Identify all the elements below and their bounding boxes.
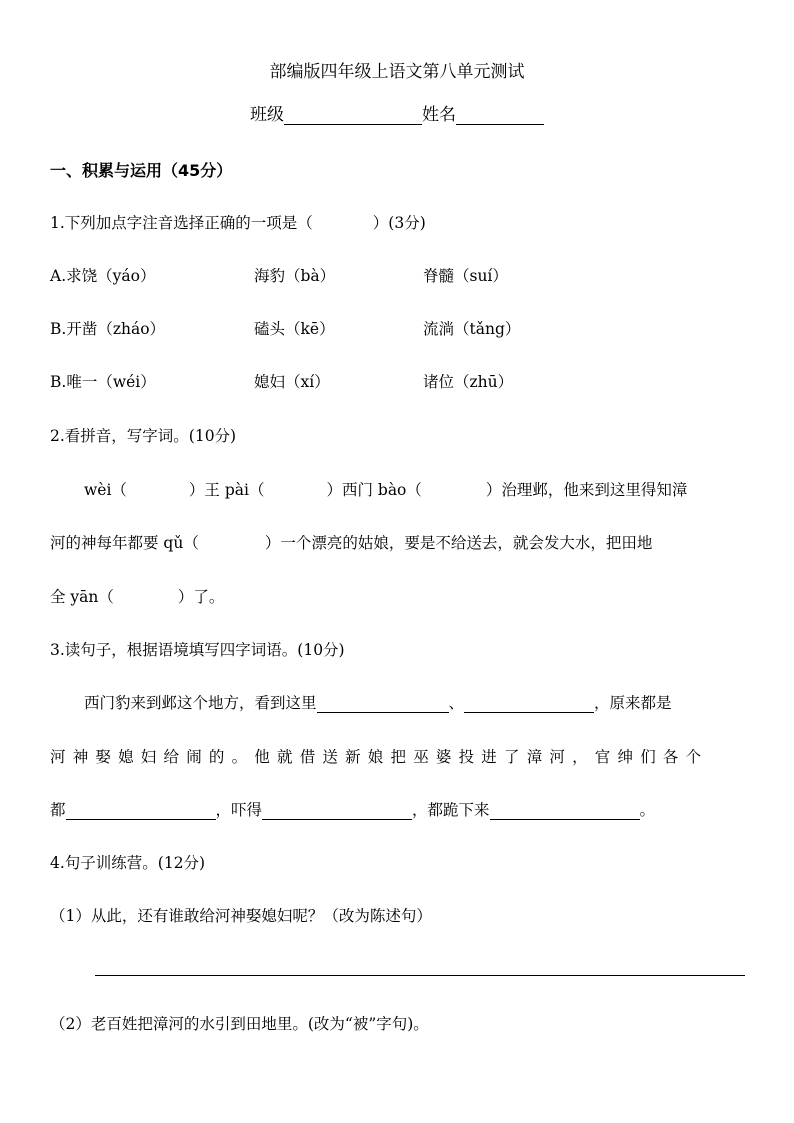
q1-row1-c: 脊髓（suí） [423,267,508,285]
q1-row2-b: 磕头（kē） [254,320,335,338]
q1-stem: 1.下列加点字注音选择正确的一项是（ ）(3分) [50,214,426,232]
q2-line2: 河的神每年都要 qǔ（ ）一个漂亮的姑娘，要是不给送去，就会发大水，把田地 [50,534,653,552]
q2-line1: wèi（ ）王 pài（ ）西门 bào（ ）治理邺，他来到这里得知漳 [84,481,688,499]
q1-row3-c: 诸位（zhū） [423,373,514,391]
q3-line3: 都 ，吓得 ，都跪下来 。 [50,801,656,819]
q1-row2-a: B.开凿（zháo） [50,320,166,338]
q1-row2-c: 流淌（tǎng） [423,320,521,338]
q1-row3-a: B.唯一（wéi） [50,373,156,391]
q3-blank-2[interactable] [464,694,594,713]
class-label: 班级 [250,105,284,125]
q3-blank-5[interactable] [490,801,640,820]
q2-stem: 2.看拼音，写字词。(10分) [50,427,237,445]
q4-sentence-1: （1）从此，还有谁敢给河神娶媳妇呢？（改为陈述句） [50,907,432,925]
class-name-line [0,100,794,125]
q3-blank-1[interactable] [317,694,449,713]
section-heading: 一、积累与运用（45分） [50,161,233,180]
q2-line3: 全 yān（ ）了。 [50,588,225,606]
q3-blank-3[interactable] [66,801,216,820]
q4-sentence-2: （2）老百姓把漳河的水引到田地里。(改为“被”字句)。 [50,1015,429,1033]
q1-row3-b: 媳妇（xí） [254,373,330,391]
q3-line2: 河神娶媳妇给闹的。他就借送新娘把巫婆投进了漳河，官绅们各个 [50,748,709,766]
name-blank[interactable] [456,106,544,125]
q1-row1-b: 海豹（bà） [254,267,336,285]
q4-stem: 4.句子训练营。(12分) [50,854,206,872]
q3-stem: 3.读句子，根据语境填写四字词语。(10分) [50,641,345,659]
name-label: 姓名 [422,105,456,125]
q3-blank-4[interactable] [262,801,412,820]
class-blank[interactable] [284,106,422,125]
q3-line1: 西门豹来到邺这个地方，看到这里 、 ，原来都是 [84,694,672,712]
q4-answer-line-1[interactable] [95,975,745,976]
q1-row1-a: A.求饶（yáo） [50,267,156,285]
page-title: 部编版四年级上语文第八单元测试 [269,62,525,82]
